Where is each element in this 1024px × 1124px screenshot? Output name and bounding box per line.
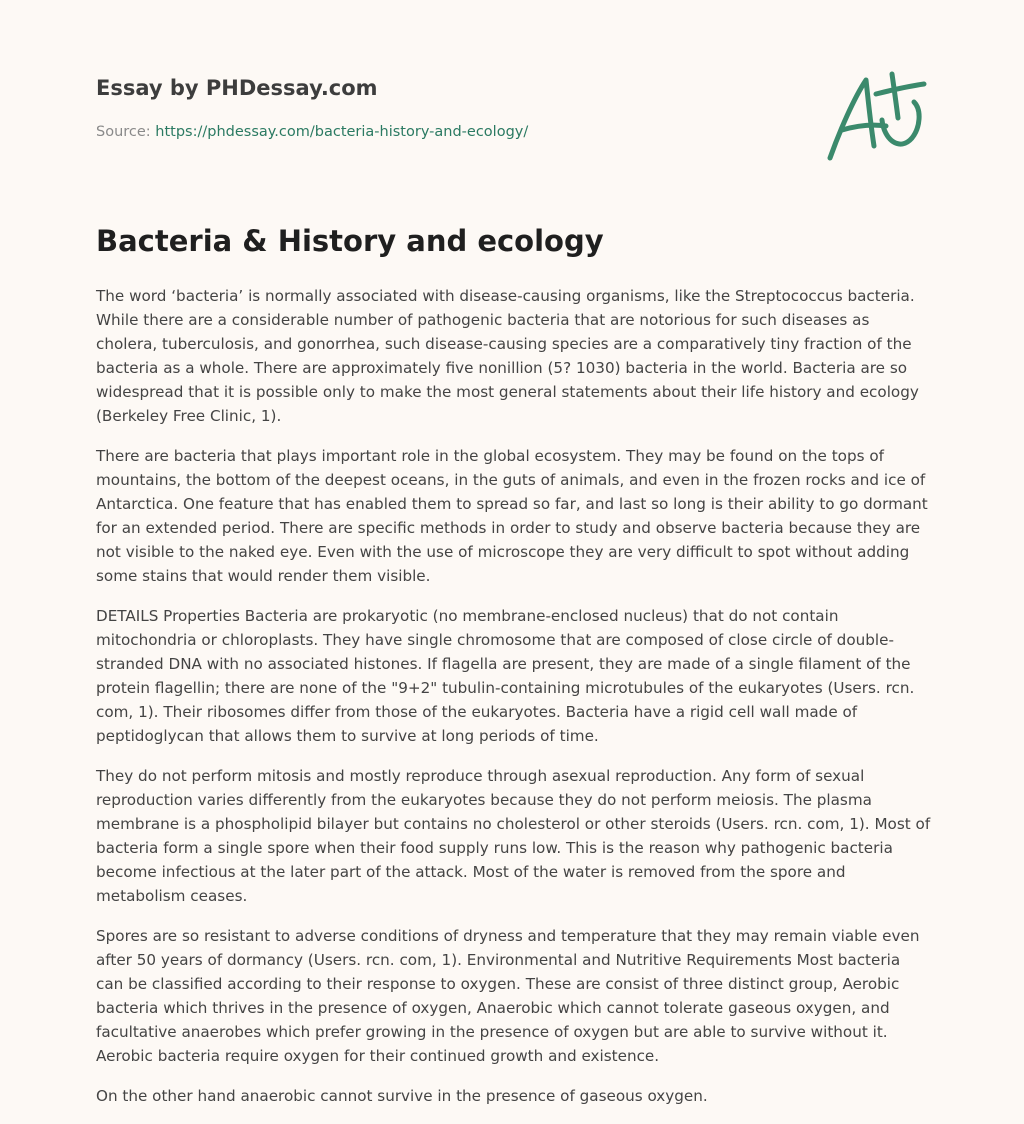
essay-paragraph: Spores are so resistant to adverse conditions of dryness and temperature that they may remain viable even after 50 years of dormancy (Users. rcn. com, 1). Environmental and Nutritive Requirements Most bacteria can be classified according to their response to oxygen. These are consist of three distinct group, Aerobic bacteria which thrives in the presence of oxygen, Anaerobic which cannot tolerate gaseous oxygen, and facultative anaerobes which prefer growing in the presence of oxygen but are able to survive without it. Aerobic bacteria require oxygen for their continued growth and existence.	[96, 927, 920, 1065]
source-label: Source:	[96, 124, 151, 140]
source-link[interactable]: https://phdessay.com/bacteria-history-and-ecology/	[155, 124, 529, 140]
essay-body	[96, 284, 932, 1124]
source-line	[96, 124, 528, 140]
a-plus-grade-icon	[822, 68, 928, 164]
site-brand: Essay by PHDessay.com	[96, 76, 378, 100]
essay-paragraph: On the other hand anaerobic cannot survive in the presence of gaseous oxygen.	[96, 1087, 708, 1105]
logo-strokes	[830, 74, 924, 158]
essay-paragraph: The word ‘bacteria’ is normally associated with disease-causing organisms, like the Streptococcus bacteria. While there are a considerable number of pathogenic bacteria that are notorious for such diseases as cholera, tuberculosis, and gonorrhea, such disease-causing species are a comparatively tiny fraction of the bacteria as a whole. There are approximately five nonillion (5? 1030) bacteria in the world. Bacteria are so widespread that it is possible only to make the most general statements about their life history and ecology (Berkeley Free Clinic, 1).	[96, 287, 919, 425]
essay-paragraph: There are bacteria that plays important role in the global ecosystem. They may be found on the tops of mountains, the bottom of the deepest oceans, in the guts of animals, and even in the frozen rocks and ice of Antarctica. One feature that has enabled them to spread so far, and last so long is their ability to go dormant for an extended period. There are specific methods in order to study and observe bacteria because they are not visible to the naked eye. Even with the use of microscope they are very difficult to spot without adding some stains that would render them visible.	[96, 447, 928, 585]
essay-paragraph: They do not perform mitosis and mostly reproduce through asexual reproduction. Any form of sexual reproduction varies differently from the eukaryotes because they do not perform meiosis. The plasma membrane is a phospholipid bilayer but contains no cholesterol or other steroids (Users. rcn. com, 1). Most of bacteria form a single spore when their food supply runs low. This is the reason why pathogenic bacteria become infectious at the later part of the attack. Most of the water is removed from the spore and metabolism ceases.	[96, 767, 931, 905]
essay-title: Bacteria & History and ecology	[96, 224, 604, 258]
essay-paragraph: DETAILS Properties Bacteria are prokaryotic (no membrane-enclosed nucleus) that do not contain mitochondria or chloroplasts. They have single chromosome that are composed of close circle of double-stranded DNA with no associated histones. If flagella are present, they are made of a single filament of the protein flagellin; there are none of the "9+2" tubulin-containing microtubules of the eukaryotes (Users. rcn. com, 1). Their ribosomes differ from those of the eukaryotes. Bacteria have a rigid cell wall made of peptidoglycan that allows them to survive at long periods of time.	[96, 607, 915, 745]
